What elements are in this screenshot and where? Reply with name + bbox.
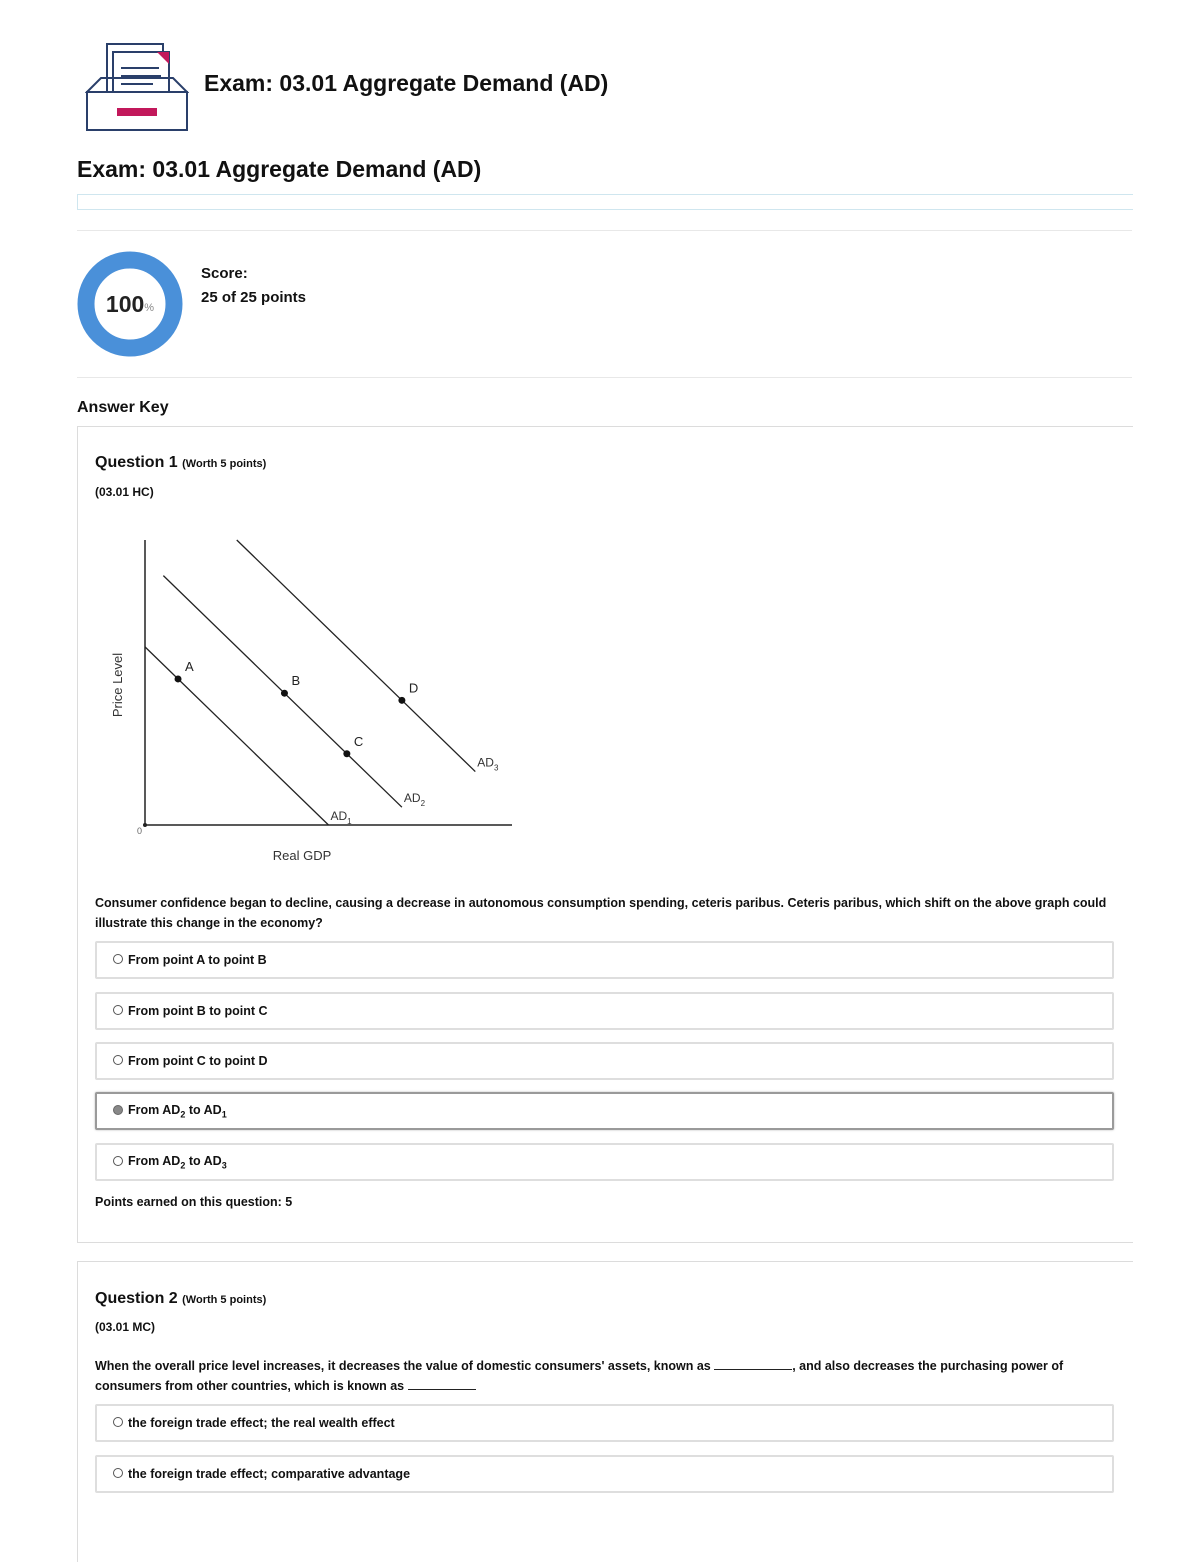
radio-button[interactable] bbox=[113, 1156, 123, 1166]
score-points: 25 of 25 points bbox=[201, 289, 307, 306]
points-earned: Points earned on this question: 5 bbox=[95, 1195, 293, 1209]
answer-option[interactable]: the foreign trade effect; comparative advantage bbox=[95, 1455, 1114, 1493]
radio-button[interactable] bbox=[113, 1468, 123, 1478]
answer-option-selected[interactable]: From $AD_2$ to $AD_1$ bbox=[95, 1092, 1114, 1130]
point-label-d: D bbox=[408, 680, 419, 696]
question-worth: (Worth 5 points) bbox=[182, 1294, 267, 1306]
score-label: Score: bbox=[201, 265, 248, 282]
curve-label-ad3: $AD_3$ bbox=[477, 755, 499, 773]
question-text: Consumer confidence began to decline, causing a decrease in autonomous consumption spending, ceteris paribus. Ceteris paribus, which shift on the above graph could illustrate this change in the economy? bbox=[95, 896, 1107, 930]
point-label-c: C bbox=[353, 733, 364, 749]
curve-label-ad2: $AD_2$ bbox=[403, 791, 426, 809]
origin-dot bbox=[143, 823, 147, 827]
radio-button[interactable] bbox=[113, 1005, 123, 1015]
progress-bar bbox=[77, 194, 1133, 210]
score-percent: 100 bbox=[105, 290, 145, 317]
radio-button[interactable] bbox=[113, 1055, 123, 1065]
x-axis-label: Real GDP bbox=[272, 848, 332, 863]
ad-graph bbox=[100, 530, 530, 870]
question-worth: (Worth 5 points) bbox=[182, 458, 267, 470]
answer-option[interactable]: the foreign trade effect; the real wealth effect bbox=[95, 1404, 1114, 1442]
page-title: Exam: 03.01 Aggregate Demand (AD) bbox=[77, 156, 482, 182]
point-b bbox=[281, 690, 288, 697]
question-code: (03.01 HC) bbox=[95, 485, 154, 499]
question-title: Question 1 (Worth 5 points) bbox=[95, 454, 267, 471]
exam-inbox-icon bbox=[85, 42, 189, 132]
radio-button[interactable] bbox=[113, 954, 123, 964]
question-code: (03.01 MC) bbox=[95, 1320, 156, 1334]
answer-option[interactable]: From point C to point D bbox=[95, 1042, 1114, 1080]
question-title: Question 2 (Worth 5 points) bbox=[95, 1290, 267, 1307]
answer-key-heading: Answer Key bbox=[77, 399, 169, 416]
score-ring bbox=[77, 251, 183, 357]
header-title: Exam: 03.01 Aggregate Demand (AD) bbox=[204, 70, 609, 96]
radio-button-selected[interactable] bbox=[113, 1105, 123, 1115]
divider bbox=[77, 377, 1132, 378]
origin-label: 0 bbox=[137, 826, 143, 836]
point-label-b: B bbox=[291, 673, 301, 689]
y-axis-label: Price Level bbox=[110, 652, 125, 718]
blank-line bbox=[714, 1357, 792, 1370]
point-label-a: A bbox=[185, 658, 194, 674]
answer-option[interactable]: From point B to point C bbox=[95, 992, 1114, 1030]
question-text: When the overall price level increases, it decreases the value of domestic consumers' assets, known as , and also decreases the purchasing power of consumers from other countries, which is known as bbox=[95, 1359, 1064, 1393]
curve-label-ad1: $AD_1$ bbox=[330, 809, 352, 826]
answer-option[interactable]: From $AD_2$ to $AD_3$ bbox=[95, 1143, 1114, 1181]
blank-line bbox=[408, 1377, 476, 1390]
point-d bbox=[398, 697, 405, 704]
point-a bbox=[175, 675, 182, 682]
curve-ad1 bbox=[145, 647, 329, 825]
answer-option[interactable]: From point A to point B bbox=[95, 941, 1114, 979]
score-percent-sign: % bbox=[144, 302, 155, 314]
radio-button[interactable] bbox=[113, 1417, 123, 1427]
point-c bbox=[343, 750, 350, 757]
divider bbox=[77, 230, 1132, 231]
